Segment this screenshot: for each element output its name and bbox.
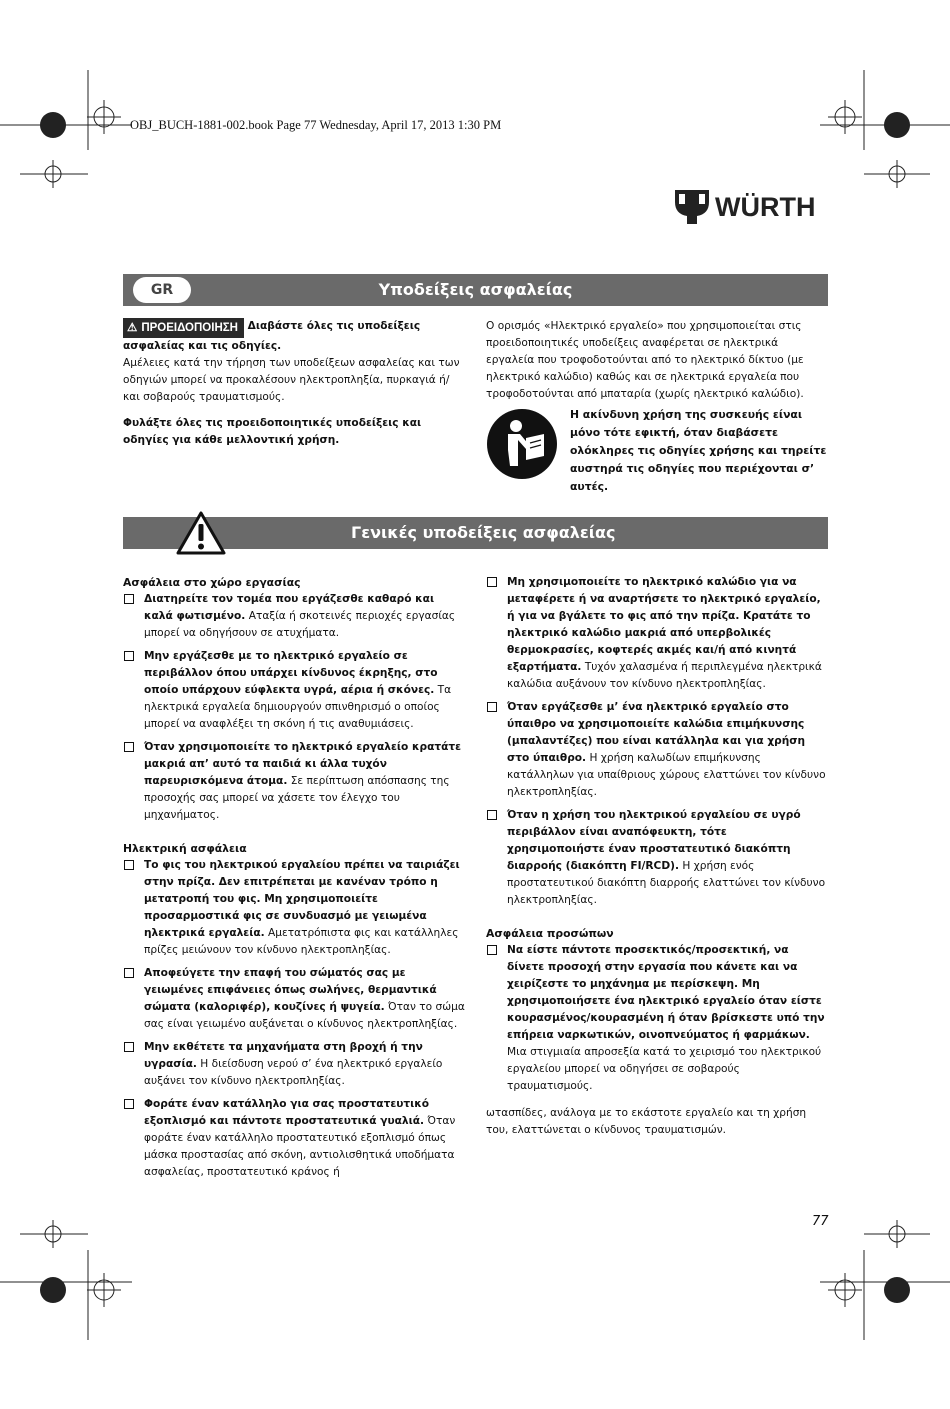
reader-notice: Η ακίνδυνη χρήση της συσκευής είναι μόνο τότε εφικτή, όταν διαβάσετε ολόκληρες τις οδηγίες χρήσης και τηρείτε αυστηρά τις οδηγίες που περιέχονται σ’ αυτές. (570, 408, 827, 493)
list-item: Μη χρησιμοποιείτε το ηλεκτρικό καλώδιο για να μεταφέρετε ή να αναρτήσετε το ηλεκτρικό εργαλείο, ή για να βγάλετε το φις από την πρίζα. Κρατάτε το ηλεκτρικό καλώδιο μακριά από υπερβολικές θερμοκρασίες, κοφτερές ακμές και/ή από κινητά εξαρτήματα. Τυχόν χαλασμένα ή περιπλεγμένα ηλεκτρικά καλώδια αυξάνουν τον κίνδυνο ηλεκτροπληξίας. (486, 574, 828, 693)
checkbox-bullet-icon (124, 651, 134, 661)
checkbox-bullet-icon (487, 810, 497, 820)
left-column (123, 574, 466, 1181)
read-manual-icon (486, 408, 558, 480)
section-title-general: Γενικές υποδείξεις ασφαλείας (351, 523, 616, 542)
checkbox-bullet-icon (124, 860, 134, 870)
list-item: Διατηρείτε τον τομέα που εργάζεσθε καθαρό και καλά φωτισμένο. Αταξία ή σκοτεινές περιοχές εργασίας μπορεί να οδηγήσουν σε ατυχήματα. (123, 591, 466, 642)
checkbox-bullet-icon (487, 577, 497, 587)
heading-work-area: Ασφάλεια στο χώρο εργασίας (123, 576, 301, 589)
list-item: Όταν η χρήση του ηλεκτρικού εργαλείου σε υγρό περιβάλλον είναι αναπόφευκτη, τότε χρησιμοποιήστε έναν προστατευτικό διακόπτη διαρροής (διακόπτη FI/RCD). Η χρήση ενός προστατευτικού διακόπτη διαρροής ελαττώνει τον κίνδυνο ηλεκτροπληξίας. (486, 807, 828, 909)
checkbox-bullet-icon (124, 1042, 134, 1052)
page-number: 77 (812, 1214, 829, 1229)
checkbox-bullet-icon (124, 968, 134, 978)
right-column (486, 574, 828, 1139)
heading-personal: Ασφάλεια προσώπων (486, 927, 614, 940)
list-item: Όταν εργάζεσθε μ’ ένα ηλεκτρικό εργαλείο στο ύπαιθρο να χρησιμοποιείτε καλώδια επιμήκυνσης (μπαλαντέζες) που είναι κατάλληλα και για χρήση στο ύπαιθρο. Η χρήση καλωδίων επιμήκυνσης κατάλληλων για υπαίθριους χώρους ελαττώνει τον κίνδυνο ηλεκτροπληξίας. (486, 699, 828, 801)
checkbox-bullet-icon (124, 742, 134, 752)
continuation-text: ωτασπίδες, ανάλογα με το εκάστοτε εργαλείο και τη χρήση του, ελαττώνεται ο κίνδυνος τραυματισμών. (486, 1107, 807, 1136)
section-banner-general (123, 517, 828, 549)
warning-triangle-icon (176, 511, 226, 555)
section-banner-safety (123, 274, 828, 306)
checkbox-bullet-icon (487, 945, 497, 955)
list-item: Αποφεύγετε την επαφή του σώματός σας με γειωμένες επιφάνειες όπως σωλήνες, θερμαντικά σώματα (καλοριφέρ), κουζίνες ή ψυγεία. Όταν το σώμα σας είναι γειωμένο αυξάνεται ο κίνδυνος ηλεκτροπληξίας. (123, 965, 466, 1033)
list-item: Φοράτε έναν κατάλληλο για σας προστατευτικό εξοπλισμό και πάντοτε προστατευτικά γυαλιά. Όταν φοράτε έναν κατάλληλο προστατευτικό εξοπλισμό όπως μάσκα προστασίας από σκόνη, αντιολισθητικά υποδήματα ασφαλείας, προστατευτικό κράνος ή (123, 1096, 466, 1181)
list-item: Όταν χρησιμοποιείτε το ηλεκτρικό εργαλείο κρατάτε μακριά απ’ αυτό τα παιδιά κι άλλα τυχόν παρευρισκόμενα άτομα. Σε περίπτωση απόσπασης της προσοχής σας μπορεί να χάσετε τον έλεγχο του μηχανήματος. (123, 739, 466, 824)
warning-bold-text: Διαβάστε όλες τις υποδείξεις ασφαλείας και τις οδηγίες. (123, 320, 421, 352)
language-badge: GR (133, 277, 191, 303)
checkbox-bullet-icon (124, 1099, 134, 1109)
heading-electrical: Ηλεκτρική ασφάλεια (123, 842, 247, 855)
checkbox-bullet-icon (487, 702, 497, 712)
brand-name: WÜRTH (715, 192, 816, 222)
definition-text: Ο ορισμός «Ηλεκτρικό εργαλείο» που χρησιμοποιείται στις προειδοποιητικές υποδείξεις αναφέρεται σε ηλεκτρικά εργαλεία που τροφοδοτούνται από το ηλεκτρικό δίκτυο (με ηλεκτρικό καλώδιο) καθώς και σε ηλεκτρικά εργαλεία που τροφοδοτούνται από μπαταρία (χωρίς ηλεκτρικό καλώδιο). (486, 320, 804, 400)
warning-text: Αμέλειες κατά την τήρηση των υποδείξεων ασφαλείας και των οδηγιών μπορεί να προκαλέσουν ηλεκτροπληξία, πυρκαγιά ή/και σοβαρούς τραυματισμούς. (123, 357, 460, 403)
warning-triangle-icon: ⚠ (127, 322, 138, 334)
keep-instructions-text: Φυλάξτε όλες τις προειδοποιητικές υποδείξεις και οδηγίες για κάθε μελλοντική χρήση. (123, 417, 422, 446)
section-title: Υποδείξεις ασφαλείας (378, 280, 573, 299)
wurth-logo (675, 184, 833, 226)
checkbox-bullet-icon (124, 594, 134, 604)
warning-label: ⚠ ΠΡΟΕΙΔΟΠΟΙΗΣΗ (123, 318, 244, 338)
list-item: Μην εκθέτετε τα μηχανήματα στη βροχή ή την υγρασία. Η διείσδυση νερού σ’ ένα ηλεκτρικό εργαλείο αυξάνει τον κίνδυνο ηλεκτροπληξίας. (123, 1039, 466, 1090)
file-header-line: OBJ_BUCH-1881-002.book Page 77 Wednesday, April 17, 2013 1:30 PM (130, 118, 502, 132)
list-item: Μην εργάζεσθε με το ηλεκτρικό εργαλείο σε περιβάλλον όπου υπάρχει κίνδυνος έκρηξης, στο οποίο υπάρχουν εύφλεκτα υγρά, αέρια ή σκόνες. Τα ηλεκτρικά εργαλεία δημιουργούν σπινθηρισμό ο οποίος μπορεί να αναφλέξει τη σκόνη ή τις αναθυμιάσεις. (123, 648, 466, 733)
list-item: Το φις του ηλεκτρικού εργαλείου πρέπει να ταιριάζει στην πρίζα. Δεν επιτρέπεται με κανέναν τρόπο η μετατροπή του φις. Μη χρησιμοποιείτε προσαρμοστικά φις σε συνδυασμό με γειωμένα ηλεκτρικά εργαλεία. Αμετατρόπιστα φις και κατάλληλες πρίζες μειώνουν τον κίνδυνο ηλεκτροπληξίας. (123, 857, 466, 959)
list-item: Να είστε πάντοτε προσεκτικός/προσεκτική, να δίνετε προσοχή στην εργασία που κάνετε και να χειρίζεστε το μηχάνημα με περίσκεψη. Μη χρησιμοποιήσετε ένα ηλεκτρικό εργαλείο όταν είστε κουρασμένος/κουρασμένη ή όταν βρίσκεστε υπό την επήρεια ναρκωτικών, οινοπνεύματος ή φαρμάκων. Μια στιγμιαία απροσεξία κατά το χειρισμό του ηλεκτρικού εργαλείου μπορεί να οδηγήσει σε σοβαρούς τραυματισμούς. (486, 942, 828, 1095)
warning-block (123, 318, 466, 449)
